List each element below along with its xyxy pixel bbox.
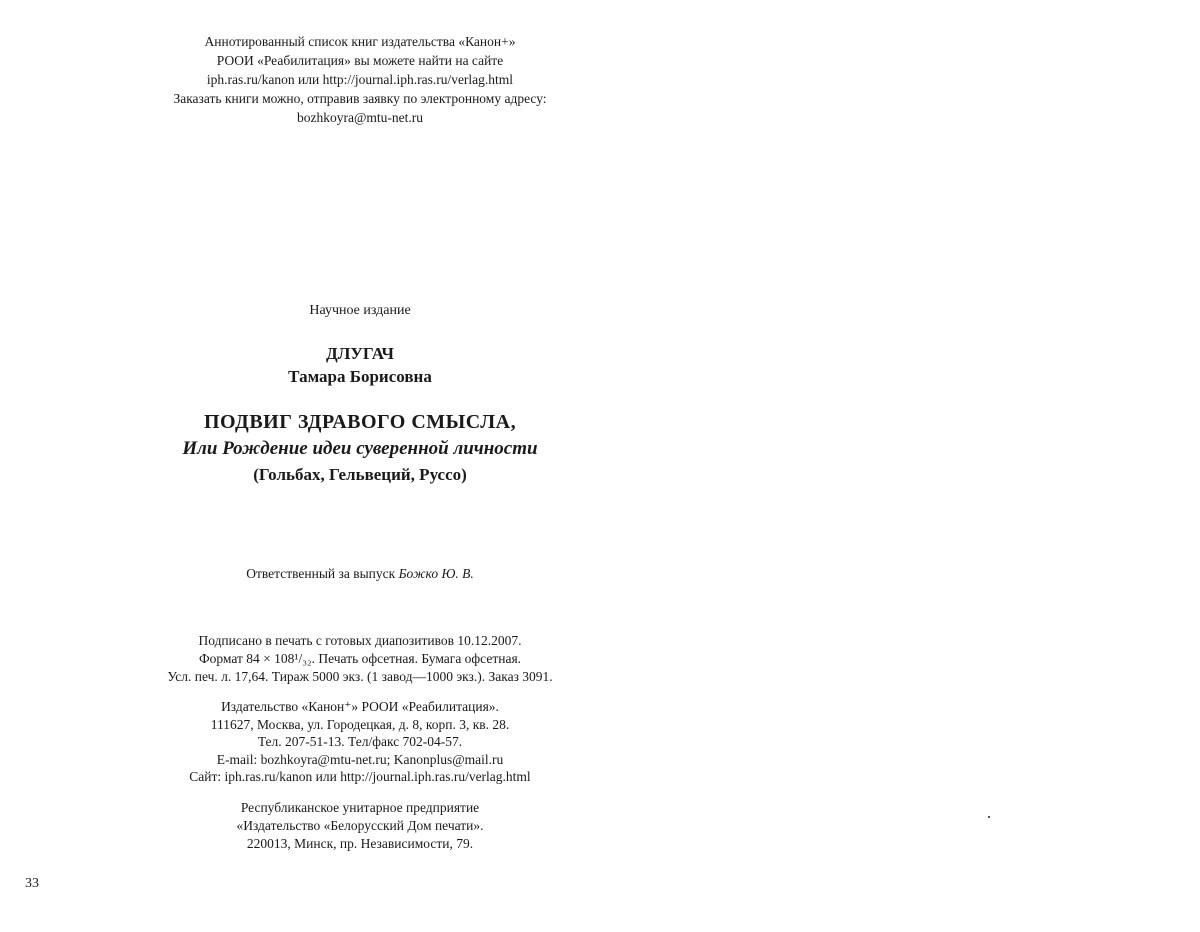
author-given-names: Тамара Борисовна	[288, 367, 432, 386]
printer-info-line: «Издательство «Белорусский Дом печати».	[236, 818, 484, 833]
announcement-email: bozhkoyra@mtu-net.ru	[296, 110, 424, 125]
page-number: 33	[25, 876, 39, 891]
printer-info	[110, 799, 610, 853]
responsible-label: Ответственный за выпуск	[246, 566, 396, 581]
author-block	[110, 342, 610, 388]
book-title-names: (Гольбах, Гельвеций, Руссо)	[253, 465, 467, 484]
print-info	[110, 632, 610, 686]
print-info-line: Подписано в печать с готовых диапозитивов 10.12.2007.	[198, 633, 522, 648]
book-title: ПОДВИГ ЗДРАВОГО СМЫСЛА,	[203, 411, 517, 433]
catalog-announcement	[110, 32, 610, 127]
publisher-info-line: 111627, Москва, ул. Городецкая, д. 8, корп. 3, кв. 28.	[210, 716, 510, 732]
announcement-line: РООИ «Реабилитация» вы можете найти на сайте	[216, 53, 504, 68]
publisher-info	[110, 698, 610, 786]
announcement-line: Аннотированный список книг издательства «Канон+»	[204, 34, 516, 49]
announcement-line: iph.ras.ru/kanon или http://journal.iph.ras.ru/verlag.html	[206, 72, 514, 87]
author-surname: ДЛУГАЧ	[326, 344, 394, 363]
responsible-name: Божко Ю. В.	[398, 566, 474, 581]
printer-info-line: 220013, Минск, пр. Независимости, 79.	[246, 836, 474, 851]
printer-info-line: Республиканское унитарное предприятие	[240, 800, 480, 815]
responsible-editor	[110, 564, 610, 584]
edition-type: Научное издание	[309, 303, 411, 318]
book-title-block	[110, 408, 610, 488]
publisher-info-line: Издательство «Канон⁺» РООИ «Реабилитация».	[221, 699, 499, 714]
book-subtitle: Или Рождение идеи суверенной личности	[182, 438, 538, 459]
announcement-line: Заказать книги можно, отправив заявку по электронному адресу:	[173, 91, 547, 106]
print-info-line: Усл. печ. л. 17,64. Тираж 5000 экз. (1 завод—1000 экз.). Заказ 3091.	[167, 669, 553, 684]
publisher-info-line: Тел. 207-51-13. Тел/факс 702-04-57.	[257, 734, 463, 749]
print-info-line: Формат 84 × 108¹/₃₂. Печать офсетная. Бумага офсетная.	[198, 651, 522, 666]
scan-speck	[988, 816, 990, 818]
publisher-info-line: E-mail: bozhkoyra@mtu-net.ru; Kanonplus@mail.ru	[216, 751, 504, 767]
publisher-info-line: Сайт: iph.ras.ru/kanon или http://journal.iph.ras.ru/verlag.html	[189, 769, 531, 784]
